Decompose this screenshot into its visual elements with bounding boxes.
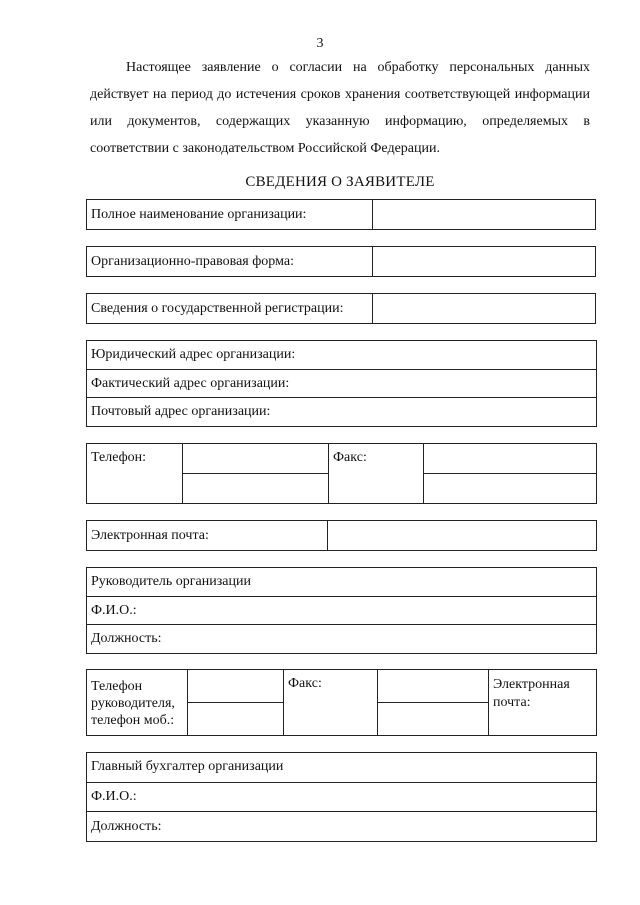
phone-fields bbox=[182, 444, 328, 503]
accountant-heading: Главный бухгалтер организации bbox=[91, 759, 284, 775]
org-legal-form-label: Организационно-правовая форма: bbox=[91, 253, 294, 269]
accountant-fio-field[interactable]: Ф.И.О.: bbox=[87, 782, 596, 812]
org-full-name-row bbox=[86, 199, 596, 230]
page-number: 3 bbox=[316, 36, 324, 51]
director-fax-field-1[interactable] bbox=[378, 670, 488, 702]
legal-address-field[interactable]: Юридический адрес организации: bbox=[91, 346, 296, 362]
director-heading: Руководитель организации bbox=[91, 573, 251, 589]
phone-field-2[interactable] bbox=[183, 473, 328, 503]
director-fio-field[interactable]: Ф.И.О.: bbox=[87, 596, 596, 625]
director-phone-fields bbox=[187, 670, 283, 735]
actual-address-field[interactable]: Фактический адрес организации: bbox=[87, 369, 596, 398]
org-full-name-label: Полное наименование организации: bbox=[91, 206, 307, 222]
director-email-label: Электронная почта: bbox=[488, 670, 596, 735]
accountant-position-field[interactable]: Должность: bbox=[87, 811, 596, 841]
director-phone-label: Телефон руководителя, телефон моб.: bbox=[91, 679, 175, 728]
consent-paragraph: Настоящее заявление о согласии на обработку персональных данных действует на период до истечения сроков хранения соответствующей информации или документов, содержащих указанную информацию, определяемых в соответствии с законодательством Российской Федерации. bbox=[90, 60, 590, 156]
fax-field-1[interactable] bbox=[424, 444, 596, 473]
director-phone-field-1[interactable] bbox=[188, 670, 283, 702]
postal-address-field[interactable]: Почтовый адрес организации: bbox=[87, 397, 596, 426]
email-field[interactable] bbox=[327, 521, 596, 550]
director-fax-label: Факс: bbox=[283, 670, 377, 735]
director-contacts-row bbox=[86, 669, 597, 736]
org-registration-field[interactable] bbox=[372, 294, 595, 323]
accountant-block bbox=[86, 752, 597, 842]
address-block bbox=[86, 340, 597, 427]
director-fax-field-2[interactable] bbox=[378, 702, 488, 735]
phone-fax-row bbox=[86, 443, 597, 504]
org-registration-label: Сведения о государственной регистрации: bbox=[91, 300, 344, 316]
org-full-name-field[interactable] bbox=[372, 200, 595, 229]
fax-label: Факс: bbox=[328, 444, 423, 503]
fax-fields bbox=[423, 444, 596, 503]
phone-field-1[interactable] bbox=[183, 444, 328, 473]
director-block bbox=[86, 567, 597, 654]
email-row bbox=[86, 520, 597, 551]
org-legal-form-row bbox=[86, 246, 596, 277]
fax-field-2[interactable] bbox=[424, 473, 596, 503]
phone-label: Телефон: bbox=[91, 450, 147, 465]
org-legal-form-field[interactable] bbox=[372, 247, 595, 276]
director-position-field[interactable]: Должность: bbox=[87, 624, 596, 653]
director-phone-field-2[interactable] bbox=[188, 702, 283, 735]
org-registration-row bbox=[86, 293, 596, 324]
director-fax-fields bbox=[377, 670, 488, 735]
section-title: СВЕДЕНИЯ О ЗАЯВИТЕЛЕ bbox=[245, 174, 435, 190]
email-label: Электронная почта: bbox=[91, 527, 209, 543]
